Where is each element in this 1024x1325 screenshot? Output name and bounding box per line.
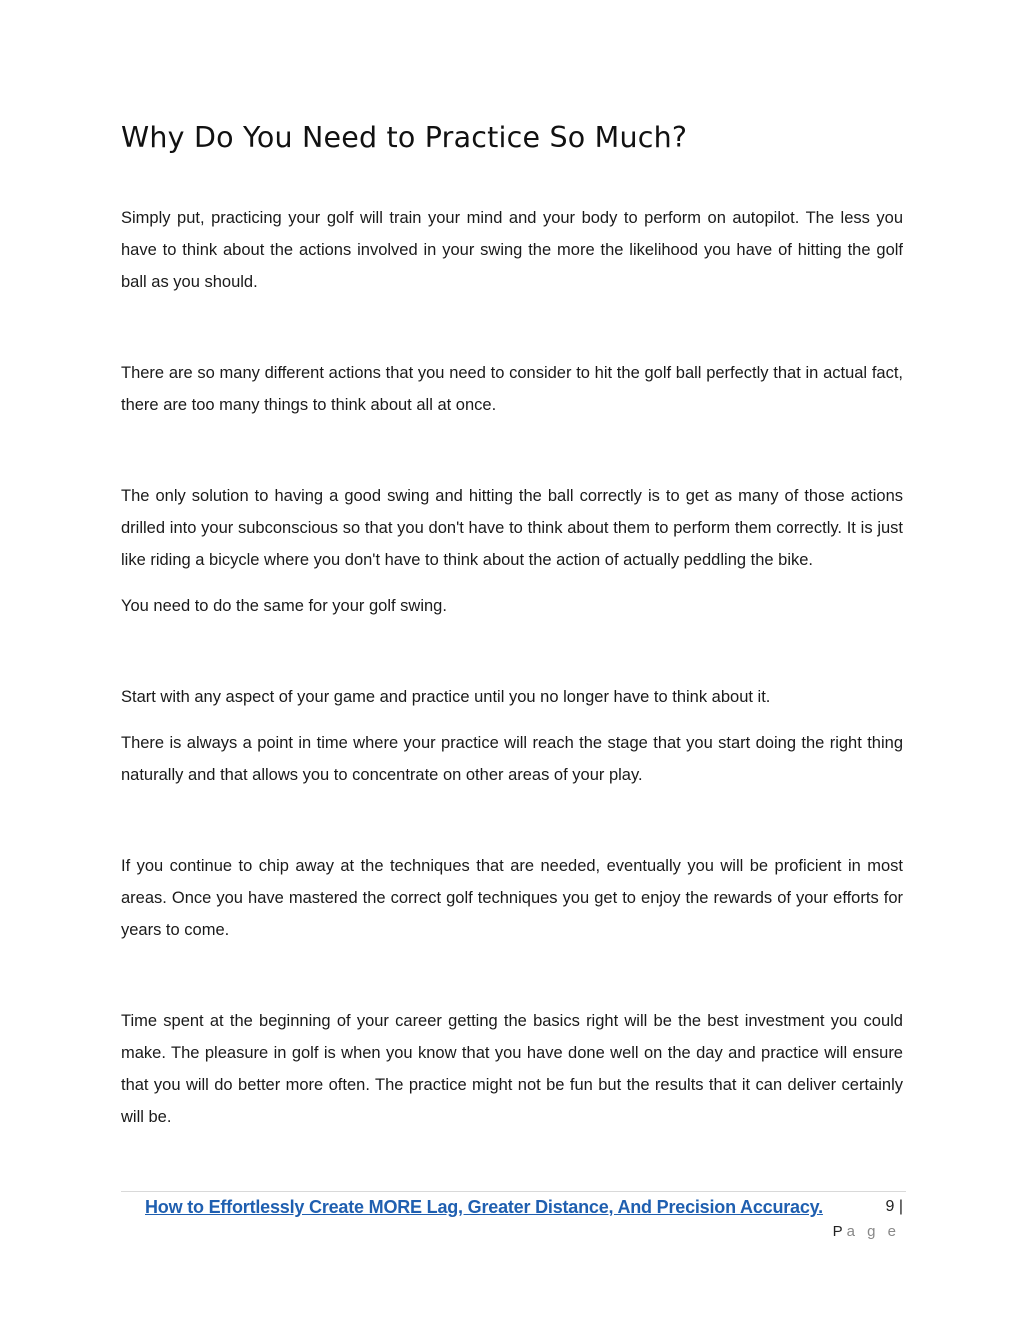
page-content xyxy=(121,118,903,1133)
paragraph: There are so many different actions that you need to consider to hit the golf ball perfectly that in actual fact, there are too many things to think about all at once. xyxy=(121,364,903,414)
page-title: Why Do You Need to Practice So Much? xyxy=(121,121,688,154)
paragraph: You need to do the same for your golf swing. xyxy=(121,597,447,615)
paragraph: Start with any aspect of your game and practice until you no longer have to think about it. xyxy=(121,688,771,706)
footer-title-link[interactable]: How to Effortlessly Create MORE Lag, Greater Distance, And Precision Accuracy. xyxy=(145,1197,823,1217)
paragraph: Time spent at the beginning of your career getting the basics right will be the best investment you could make. The pleasure in golf is when you know that you have done well on the day and practice will ensure that you will do better more often. The practice might not be fun but the results that it can deliver certainly will be. xyxy=(121,1012,903,1126)
page-label-initial: P xyxy=(832,1223,847,1240)
page-label xyxy=(833,1220,900,1244)
footer-divider xyxy=(121,1191,906,1192)
paragraph: If you continue to chip away at the techniques that are needed, eventually you will be proficient in most areas. Once you have mastered the correct golf techniques you get to enjoy the rewards of your efforts for years to come. xyxy=(121,857,903,939)
paragraph: Simply put, practicing your golf will train your mind and your body to perform on autopilot. The less you have to think about the actions involved in your swing the more the likelihood you have of hitting the golf ball as you should. xyxy=(121,209,903,291)
paragraph: There is always a point in time where your practice will reach the stage that you start doing the right thing naturally and that allows you to concentrate on other areas of your play. xyxy=(121,734,903,784)
page-label-rest: a g e xyxy=(846,1223,900,1240)
page-number: 9 | xyxy=(885,1198,903,1215)
paragraph: The only solution to having a good swing and hitting the ball correctly is to get as many of those actions drilled into your subconscious so that you don't have to think about them to perform them correctly. It is just like riding a bicycle where you don't have to think about the action of actually peddling the bike. xyxy=(121,487,903,569)
